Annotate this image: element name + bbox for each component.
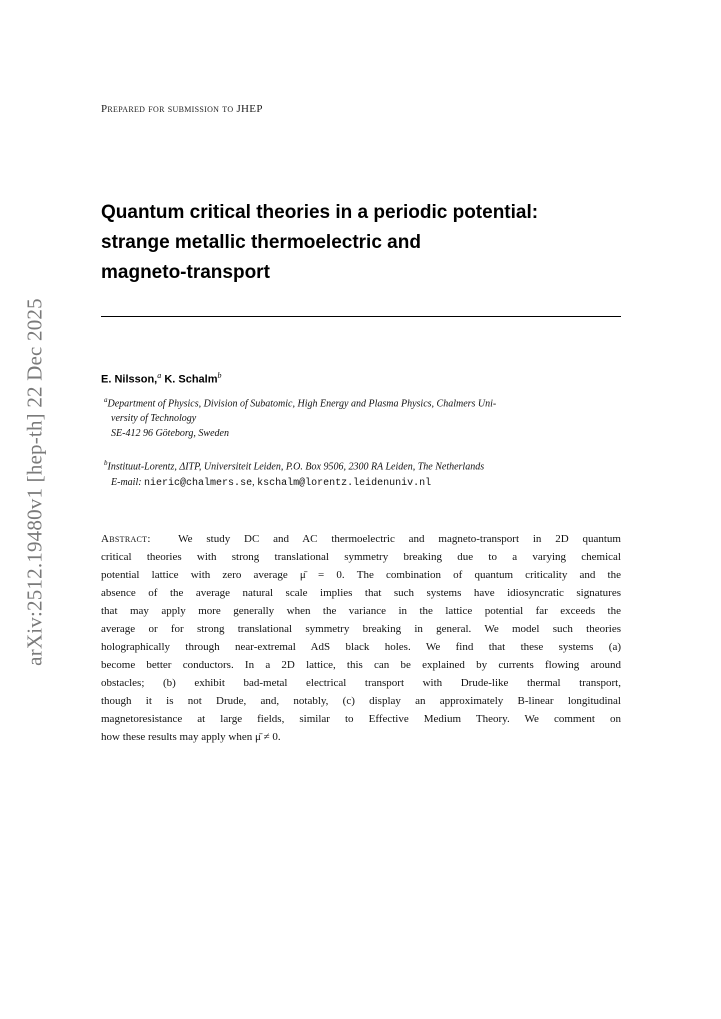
abstract-line: become better conductors. In a 2D lattice, this can be explained by currents flowing around [101,659,621,671]
author-list [101,371,222,386]
abstract-line [101,530,621,548]
affiliation-text: Instituut-Lorentz, ΔITP, Universiteit Leiden, P.O. Box 9506, 2300 RA Leiden, The Netherlands [107,461,485,473]
email-link[interactable]: kschalm@lorentz.leidenuniv.nl [257,478,432,489]
title-line: strange metallic thermoelectric and [101,232,421,253]
abstract-line: magnetoresistance at large fields, similar to Effective Medium Theory. We comment on [101,713,621,725]
email-link[interactable]: nieric@chalmers.se [144,478,253,489]
affiliation-a [104,393,621,441]
affiliation-b [104,456,621,474]
arxiv-stamp: arXiv:2512.19480v1 [hep-th] 22 Dec 2025 [22,298,47,666]
affiliation-text: versity of Technology [111,413,197,425]
affiliation-text: Department of Physics, Division of Subatomic, High Energy and Plasma Physics, Chalmers Uni- [107,398,497,410]
abstract-line: potential lattice with zero average μ̄ = 0. The combination of quantum criticality and the [101,569,621,581]
affiliation-mark: a [104,396,108,404]
abstract-line: how these results may apply when μ̄ ≠ 0. [101,731,281,743]
email-separator: , [252,477,258,488]
abstract-line: that may apply more generally when the variance in the lattice potential far exceeds the [101,605,621,617]
abstract-line: average or for strong translational symmetry breaking in general. We model such theories [101,623,621,635]
abstract-text: We study DC and AC thermoelectric and magneto-transport in 2D quantum [178,533,621,545]
paper-title [101,198,621,288]
abstract-line: critical theories with strong translational symmetry breaking due to a varying chemical [101,551,621,563]
abstract-line: absence of the average natural scale implies that such systems have idiosyncratic signatures [101,587,621,599]
abstract-line: though it is not Drude, and, notably, (c) display an approximately B-linear longitudinal [101,695,621,707]
title-line: magneto-transport [101,262,270,283]
abstract-line: obstacles; (b) exhibit bad-metal electrical transport with Drude-like thermal transport, [101,677,621,689]
affiliation-mark: b [217,371,222,380]
submission-note: Prepared for submission to JHEP [101,103,263,115]
email-line [111,477,431,489]
author-name: K. Schalm [164,373,218,386]
affiliation-mark: b [104,459,108,467]
abstract-line: holographically through near-extremal AdS black holes. We find that these systems (a) [101,641,621,653]
abstract-heading: Abstract: [101,533,151,545]
abstract [101,530,621,746]
title-rule [101,316,621,317]
affiliation-mark: a [157,371,162,380]
email-label: E-mail: [111,477,142,488]
author-name: E. Nilsson, [101,373,158,386]
affiliation-address: SE-412 96 Göteborg, Sweden [111,428,229,440]
title-line: Quantum critical theories in a periodic potential: [101,202,539,223]
